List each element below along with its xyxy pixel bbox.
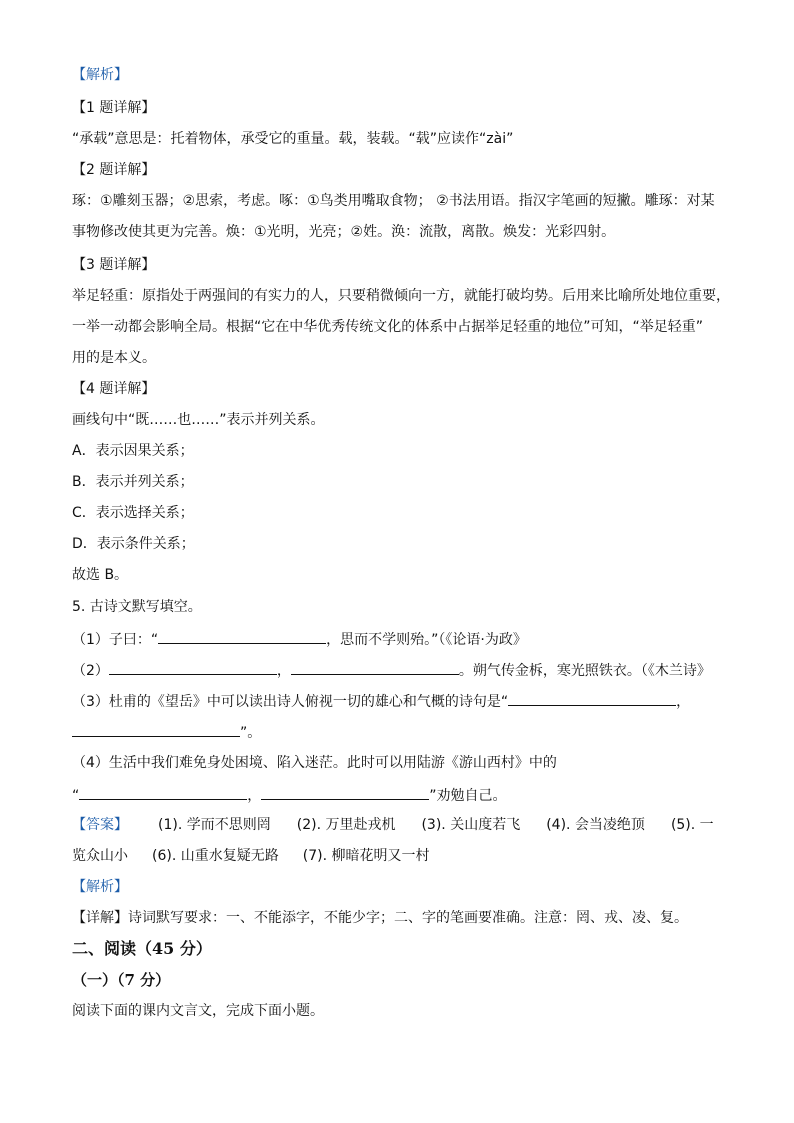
q1-text: “承载”意思是：托着物体，承受它的重量。载，装载。“载”应读作“zài” [72,131,514,147]
detail-label: 【详解】 [72,910,128,926]
q5-item4-prefix: “ [72,788,80,804]
answer-item-2: (2). 万里赴戎机 [296,817,396,833]
q3-line2: 一举一动都会影响全局。根据“它在中华优秀传统文化的体系中占据举足轻重的地位”可知，“举足轻重” [72,319,704,335]
q5-item4-suffix: ”劝勉自己。 [429,788,507,804]
analysis-label: 【解析】 [72,67,128,83]
analysis2-detail [72,908,688,928]
answer-line1 [72,815,714,835]
section2-heading: 二、阅读（45 分） [72,939,212,958]
detail-text: 诗词默写要求：一、不能添字，不能少字；二、字的笔画要准确。注意：罔、戎、凌、复。 [128,910,688,926]
q5-item4-line1: （4）生活中我们难免身处困境、陷入迷茫。此时可以用陆游《游山西村》中的 [72,755,557,771]
q4-conclusion: 故选 B。 [72,567,129,583]
blank-5 [72,721,240,737]
q1-heading: 【1 题详解】 [72,100,156,116]
q5-item3-suffix: ”。 [240,725,262,741]
blank-2 [109,659,277,675]
answer-item-1: (1). 学而不思则罔 [158,817,271,833]
q4-intro: 画线句中“既……也……”表示并列关系。 [72,412,325,428]
blank-4 [508,690,676,706]
q5-title: 5. 古诗文默写填空。 [72,599,202,615]
blank-3 [291,659,459,675]
q2-line1: 琢：①雕刻玉器；②思索，考虑。啄：①鸟类用嘴取食物； ②书法用语。指汉字笔画的短撇。雕琢：对某 [72,193,715,209]
q5-item3-line2 [72,721,261,743]
answer-label: 【答案】 [72,817,128,833]
q3-heading: 【3 题详解】 [72,257,156,273]
q5-item2 [72,659,711,681]
q5-item1-suffix: ，思而不学则殆。”（《论语·为政》 [326,632,527,648]
answer-item-3: (3). 关山度若飞 [421,817,521,833]
answer-item-4: (4). 会当凌绝顶 [546,817,645,833]
q5-item3-end: ， [676,694,691,710]
q4-option-a: A．表示因果关系； [72,443,194,459]
q5-item3-line1 [72,690,690,712]
q3-line3: 用的是本义。 [72,350,156,366]
q2-line2: 事物修改使其更为完善。焕：①光明，光亮；②姓。涣：流散，离散。焕发：光彩四射。 [72,224,616,240]
answer-line2 [72,846,429,866]
q5-item2-prefix: （2） [72,663,109,679]
q5-item4-line2 [72,784,507,806]
q5-item2-sep: ， [276,663,291,679]
blank-7 [261,784,429,800]
answer-item-5-end: 览众山小 [72,848,128,864]
section2-subheading: （一）（7 分） [72,971,171,989]
q2-heading: 【2 题详解】 [72,162,156,178]
q4-heading: 【4 题详解】 [72,381,156,397]
q5-item1 [72,628,527,650]
q5-item1-prefix: （1）子曰：“ [72,632,159,648]
answer-item-7: (7). 柳暗花明又一村 [302,848,430,864]
q4-option-d: D．表示条件关系； [72,536,195,552]
q5-item2-suffix: 。朔气传金柝，寒光照铁衣。（《木兰诗》 [458,663,711,679]
analysis2-label: 【解析】 [72,879,128,895]
q4-option-c: C．表示选择关系； [72,505,194,521]
q4-option-b: B．表示并列关系； [72,474,194,490]
q3-line1: 举足轻重：原指处于两强间的有实力的人，只要稍微倾向一方，就能打破均势。后用来比喻所处地位重要， [72,288,730,304]
q5-item4-sep: ， [247,788,262,804]
section2-instruction: 阅读下面的课内文言文，完成下面小题。 [72,1003,324,1019]
blank-1 [158,628,326,644]
blank-6 [79,784,247,800]
q5-item3-prefix: （3）杜甫的《望岳》中可以读出诗人俯视一切的雄心和气概的诗句是“ [72,694,509,710]
answer-item-6: (6). 山重水复疑无路 [152,848,279,864]
answer-item-5-start: (5). 一 [670,817,714,833]
